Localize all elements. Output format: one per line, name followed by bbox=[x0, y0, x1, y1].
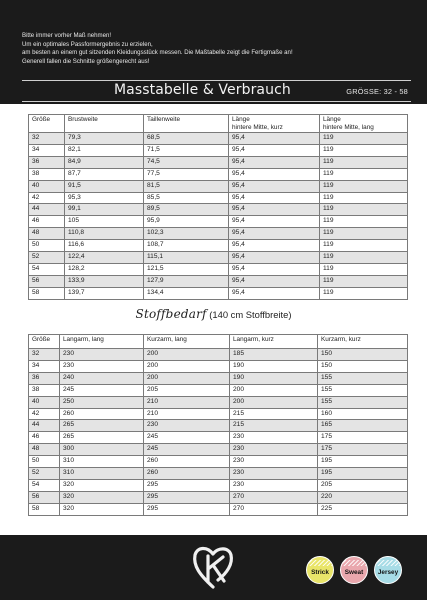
long-sleeve-short-cell: 230 bbox=[230, 456, 318, 468]
short-sleeve-short-cell: 155 bbox=[318, 384, 408, 396]
long-sleeve-short-cell: 190 bbox=[230, 360, 318, 372]
chest-width-cell: 87,7 bbox=[65, 168, 144, 180]
header-length-short-line2: hintere Mitte, kurz bbox=[232, 124, 283, 131]
size-cell: 40 bbox=[29, 180, 65, 192]
fabric-width-note: (140 cm Stoffbreite) bbox=[209, 309, 292, 320]
fabric-row bbox=[29, 503, 408, 515]
fabric-heading bbox=[0, 307, 427, 321]
header-length-short-line1: Länge bbox=[232, 116, 250, 123]
short-sleeve-short-cell: 155 bbox=[318, 372, 408, 384]
chest-width-cell: 122,4 bbox=[65, 252, 144, 264]
fabric-title: Stoffbedarf bbox=[135, 307, 207, 321]
short-sleeve-short-cell: 225 bbox=[318, 503, 408, 515]
title-bar bbox=[22, 80, 411, 102]
short-sleeve-long-cell: 210 bbox=[144, 408, 230, 420]
fabric-row bbox=[29, 384, 408, 396]
badge-sweat bbox=[340, 556, 368, 584]
length-long-cell: 119 bbox=[320, 180, 408, 192]
header-length-long bbox=[320, 115, 408, 133]
long-sleeve-long-cell: 320 bbox=[60, 479, 144, 491]
measurement-row bbox=[29, 216, 408, 228]
long-sleeve-long-cell: 230 bbox=[60, 360, 144, 372]
short-sleeve-long-cell: 210 bbox=[144, 396, 230, 408]
size-cell: 54 bbox=[29, 479, 60, 491]
length-short-cell: 95,4 bbox=[229, 156, 320, 168]
content-sheet bbox=[0, 104, 427, 535]
brand-logo-icon bbox=[190, 542, 236, 590]
badge-jersey-label: Jersey bbox=[377, 569, 399, 576]
short-sleeve-short-cell: 195 bbox=[318, 456, 408, 468]
size-cell: 42 bbox=[29, 408, 60, 420]
measurement-header-row bbox=[29, 115, 408, 133]
size-cell: 34 bbox=[29, 360, 60, 372]
length-short-cell: 95,4 bbox=[229, 133, 320, 145]
short-sleeve-short-cell: 220 bbox=[318, 491, 408, 503]
fabric-row bbox=[29, 396, 408, 408]
length-short-cell: 95,4 bbox=[229, 275, 320, 287]
length-long-cell: 119 bbox=[320, 192, 408, 204]
badge-sweat-label: Sweat bbox=[344, 569, 364, 576]
waist-width-cell: 77,5 bbox=[144, 168, 229, 180]
short-sleeve-short-cell: 150 bbox=[318, 349, 408, 361]
chest-width-cell: 128,2 bbox=[65, 263, 144, 275]
length-long-cell: 119 bbox=[320, 263, 408, 275]
size-range-label: GRÖSSE: 32 - 58 bbox=[346, 87, 408, 96]
long-sleeve-long-cell: 320 bbox=[60, 503, 144, 515]
size-cell: 46 bbox=[29, 432, 60, 444]
title-rule-top bbox=[22, 80, 411, 81]
long-sleeve-long-cell: 260 bbox=[60, 408, 144, 420]
short-sleeve-short-cell: 150 bbox=[318, 360, 408, 372]
size-cell: 40 bbox=[29, 396, 60, 408]
long-sleeve-long-cell: 265 bbox=[60, 420, 144, 432]
badge-jersey bbox=[374, 556, 402, 584]
length-long-cell: 119 bbox=[320, 168, 408, 180]
fabric-row bbox=[29, 456, 408, 468]
fabric-table bbox=[28, 334, 408, 516]
sweat-texture-icon bbox=[341, 560, 367, 566]
long-sleeve-short-cell: 270 bbox=[230, 503, 318, 515]
measurement-row bbox=[29, 192, 408, 204]
length-short-cell: 95,4 bbox=[229, 192, 320, 204]
fabric-row bbox=[29, 444, 408, 456]
size-cell: 42 bbox=[29, 192, 65, 204]
length-short-cell: 95,4 bbox=[229, 144, 320, 156]
size-cell: 52 bbox=[29, 468, 60, 480]
long-sleeve-short-cell: 230 bbox=[230, 432, 318, 444]
size-cell: 58 bbox=[29, 503, 60, 515]
measurement-table-body bbox=[29, 133, 408, 300]
waist-width-cell: 68,5 bbox=[144, 133, 229, 145]
long-sleeve-long-cell: 245 bbox=[60, 384, 144, 396]
long-sleeve-long-cell: 310 bbox=[60, 456, 144, 468]
long-sleeve-short-cell: 200 bbox=[230, 396, 318, 408]
waist-width-cell: 108,7 bbox=[144, 240, 229, 252]
measurement-row bbox=[29, 240, 408, 252]
long-sleeve-short-cell: 230 bbox=[230, 444, 318, 456]
long-sleeve-short-cell: 215 bbox=[230, 420, 318, 432]
long-sleeve-long-cell: 240 bbox=[60, 372, 144, 384]
chest-width-cell: 95,3 bbox=[65, 192, 144, 204]
size-cell: 44 bbox=[29, 420, 60, 432]
size-cell: 50 bbox=[29, 456, 60, 468]
long-sleeve-long-cell: 230 bbox=[60, 349, 144, 361]
length-long-cell: 119 bbox=[320, 204, 408, 216]
chest-width-cell: 84,9 bbox=[65, 156, 144, 168]
short-sleeve-long-cell: 205 bbox=[144, 384, 230, 396]
size-cell: 44 bbox=[29, 204, 65, 216]
size-cell: 46 bbox=[29, 216, 65, 228]
short-sleeve-short-cell: 175 bbox=[318, 432, 408, 444]
size-cell: 38 bbox=[29, 168, 65, 180]
size-cell: 48 bbox=[29, 444, 60, 456]
header-size: Größe bbox=[29, 115, 65, 133]
measurement-row bbox=[29, 204, 408, 216]
short-sleeve-long-cell: 260 bbox=[144, 456, 230, 468]
size-cell: 38 bbox=[29, 384, 60, 396]
length-short-cell: 95,4 bbox=[229, 180, 320, 192]
long-sleeve-long-cell: 250 bbox=[60, 396, 144, 408]
intro-text bbox=[22, 32, 417, 66]
fabric-header-size: Größe bbox=[29, 335, 60, 349]
short-sleeve-long-cell: 295 bbox=[144, 491, 230, 503]
fabric-header-short-sleeve-short: Kurzarm, kurz bbox=[318, 335, 408, 349]
long-sleeve-short-cell: 190 bbox=[230, 372, 318, 384]
waist-width-cell: 85,5 bbox=[144, 192, 229, 204]
fabric-row bbox=[29, 468, 408, 480]
size-cell: 32 bbox=[29, 349, 60, 361]
header-length-long-line2: hintere Mitte, lang bbox=[323, 124, 374, 131]
long-sleeve-short-cell: 230 bbox=[230, 468, 318, 480]
waist-width-cell: 95,9 bbox=[144, 216, 229, 228]
length-long-cell: 119 bbox=[320, 133, 408, 145]
waist-width-cell: 115,1 bbox=[144, 252, 229, 264]
long-sleeve-long-cell: 265 bbox=[60, 432, 144, 444]
short-sleeve-short-cell: 155 bbox=[318, 396, 408, 408]
short-sleeve-long-cell: 295 bbox=[144, 503, 230, 515]
chest-width-cell: 105 bbox=[65, 216, 144, 228]
measurement-row bbox=[29, 275, 408, 287]
long-sleeve-short-cell: 270 bbox=[230, 491, 318, 503]
chest-width-cell: 110,8 bbox=[65, 228, 144, 240]
size-cell: 56 bbox=[29, 275, 65, 287]
short-sleeve-long-cell: 200 bbox=[144, 349, 230, 361]
short-sleeve-short-cell: 175 bbox=[318, 444, 408, 456]
length-long-cell: 119 bbox=[320, 156, 408, 168]
measurement-row bbox=[29, 133, 408, 145]
waist-width-cell: 89,5 bbox=[144, 204, 229, 216]
chest-width-cell: 99,1 bbox=[65, 204, 144, 216]
fabric-header-long-sleeve-long: Langarm, lang bbox=[60, 335, 144, 349]
header-waist: Taillenweite bbox=[144, 115, 229, 133]
chest-width-cell: 116,6 bbox=[65, 240, 144, 252]
long-sleeve-long-cell: 320 bbox=[60, 491, 144, 503]
measurement-table bbox=[28, 114, 408, 300]
intro-line: am besten an einem gut sitzenden Kleidungsstück messen. Die Maßtabelle zeigt die Fertigmaße an! bbox=[22, 49, 293, 57]
size-cell: 36 bbox=[29, 156, 65, 168]
chest-width-cell: 79,3 bbox=[65, 133, 144, 145]
length-short-cell: 95,4 bbox=[229, 252, 320, 264]
chest-width-cell: 82,1 bbox=[65, 144, 144, 156]
length-short-cell: 95,4 bbox=[229, 228, 320, 240]
length-short-cell: 95,4 bbox=[229, 263, 320, 275]
fabric-header-row bbox=[29, 335, 408, 349]
intro-line: Um ein optimales Passformergebnis zu erzielen, bbox=[22, 40, 153, 48]
long-sleeve-long-cell: 300 bbox=[60, 444, 144, 456]
fabric-table-body bbox=[29, 349, 408, 516]
length-short-cell: 95,4 bbox=[229, 240, 320, 252]
jersey-texture-icon bbox=[375, 560, 401, 566]
intro-line: Bitte immer vorher Maß nehmen! bbox=[22, 32, 112, 39]
waist-width-cell: 102,3 bbox=[144, 228, 229, 240]
header-chest: Brustweite bbox=[65, 115, 144, 133]
waist-width-cell: 74,5 bbox=[144, 156, 229, 168]
size-cell: 32 bbox=[29, 133, 65, 145]
fabric-row bbox=[29, 420, 408, 432]
measurement-row bbox=[29, 287, 408, 299]
intro-line: Generell fallen die Schnitte größengerecht aus! bbox=[22, 57, 150, 65]
fabric-type-badges bbox=[304, 556, 422, 586]
short-sleeve-long-cell: 200 bbox=[144, 372, 230, 384]
measurement-row bbox=[29, 252, 408, 264]
short-sleeve-short-cell: 195 bbox=[318, 468, 408, 480]
fabric-row bbox=[29, 372, 408, 384]
size-cell: 58 bbox=[29, 287, 65, 299]
badge-strick-label: Strick bbox=[311, 569, 329, 576]
page-title: Masstabelle & Verbrauch bbox=[114, 82, 291, 98]
short-sleeve-long-cell: 245 bbox=[144, 432, 230, 444]
size-cell: 50 bbox=[29, 240, 65, 252]
badge-strick bbox=[306, 556, 334, 584]
title-rule-bottom bbox=[22, 101, 411, 102]
short-sleeve-long-cell: 245 bbox=[144, 444, 230, 456]
measurement-row bbox=[29, 144, 408, 156]
length-long-cell: 119 bbox=[320, 252, 408, 264]
fabric-row bbox=[29, 432, 408, 444]
fabric-header-long-sleeve-short: Langarm, kurz bbox=[230, 335, 318, 349]
length-long-cell: 119 bbox=[320, 144, 408, 156]
short-sleeve-long-cell: 200 bbox=[144, 360, 230, 372]
length-long-cell: 119 bbox=[320, 287, 408, 299]
size-cell: 54 bbox=[29, 263, 65, 275]
short-sleeve-long-cell: 260 bbox=[144, 468, 230, 480]
waist-width-cell: 134,4 bbox=[144, 287, 229, 299]
short-sleeve-long-cell: 230 bbox=[144, 420, 230, 432]
length-long-cell: 119 bbox=[320, 275, 408, 287]
chest-width-cell: 139,7 bbox=[65, 287, 144, 299]
size-cell: 48 bbox=[29, 228, 65, 240]
length-long-cell: 119 bbox=[320, 228, 408, 240]
waist-width-cell: 127,9 bbox=[144, 275, 229, 287]
length-short-cell: 95,4 bbox=[229, 204, 320, 216]
size-cell: 34 bbox=[29, 144, 65, 156]
fabric-row bbox=[29, 408, 408, 420]
long-sleeve-long-cell: 310 bbox=[60, 468, 144, 480]
measurement-row bbox=[29, 168, 408, 180]
size-cell: 52 bbox=[29, 252, 65, 264]
long-sleeve-short-cell: 200 bbox=[230, 384, 318, 396]
short-sleeve-short-cell: 165 bbox=[318, 420, 408, 432]
length-short-cell: 95,4 bbox=[229, 168, 320, 180]
size-cell: 56 bbox=[29, 491, 60, 503]
fabric-row bbox=[29, 349, 408, 361]
header-length-short bbox=[229, 115, 320, 133]
measurement-row bbox=[29, 180, 408, 192]
short-sleeve-long-cell: 295 bbox=[144, 479, 230, 491]
long-sleeve-short-cell: 230 bbox=[230, 479, 318, 491]
header-length-long-line1: Länge bbox=[323, 116, 341, 123]
fabric-header-short-sleeve-long: Kurzarm, lang bbox=[144, 335, 230, 349]
length-long-cell: 119 bbox=[320, 240, 408, 252]
measurement-row bbox=[29, 263, 408, 275]
chest-width-cell: 91,5 bbox=[65, 180, 144, 192]
short-sleeve-short-cell: 205 bbox=[318, 479, 408, 491]
length-short-cell: 95,4 bbox=[229, 216, 320, 228]
length-short-cell: 95,4 bbox=[229, 287, 320, 299]
fabric-row bbox=[29, 491, 408, 503]
long-sleeve-short-cell: 215 bbox=[230, 408, 318, 420]
measurement-row bbox=[29, 156, 408, 168]
waist-width-cell: 121,5 bbox=[144, 263, 229, 275]
size-cell: 36 bbox=[29, 372, 60, 384]
waist-width-cell: 81,5 bbox=[144, 180, 229, 192]
measurement-row bbox=[29, 228, 408, 240]
knit-texture-icon bbox=[307, 560, 333, 566]
fabric-row bbox=[29, 479, 408, 491]
length-long-cell: 119 bbox=[320, 216, 408, 228]
short-sleeve-short-cell: 160 bbox=[318, 408, 408, 420]
long-sleeve-short-cell: 185 bbox=[230, 349, 318, 361]
waist-width-cell: 71,5 bbox=[144, 144, 229, 156]
fabric-row bbox=[29, 360, 408, 372]
chest-width-cell: 133,9 bbox=[65, 275, 144, 287]
